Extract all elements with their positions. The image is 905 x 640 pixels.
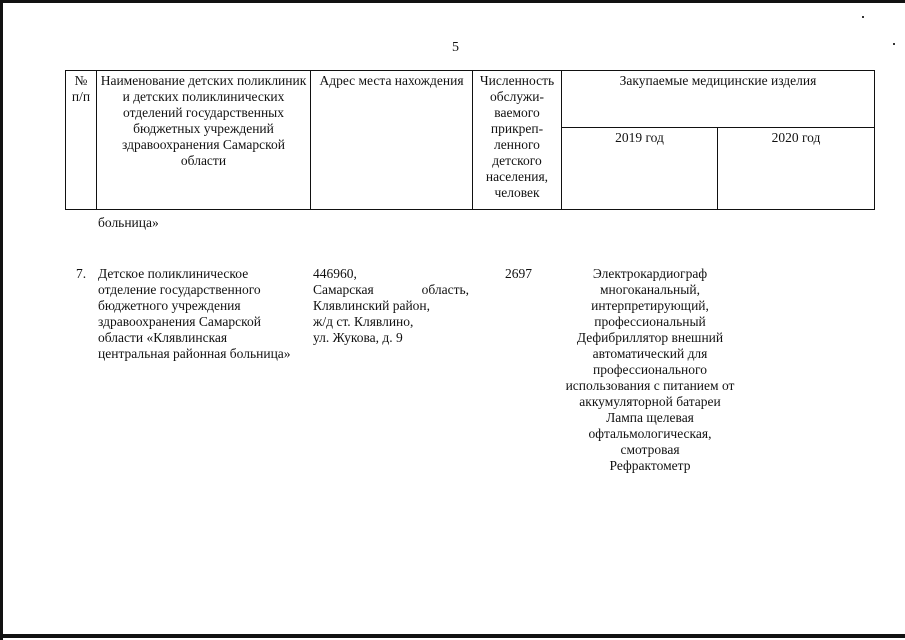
items-2019 (560, 266, 740, 474)
address-line: Самарская область, (313, 282, 469, 297)
continuation-text: больница» (98, 215, 159, 230)
scan-border-left (0, 0, 3, 640)
header-col-population: Численность обслужи-ваемого прикреп-ленного детского населения, человек (473, 71, 562, 210)
address (313, 266, 469, 346)
medical-item: Электрокардиограф многоканальный, интерпретирующий, профессиональный (591, 266, 709, 329)
address-line: Клявлинский район, (313, 298, 431, 313)
institution-name: Детское поликлиническое отделение государственного бюджетного учреждения здравоохранения Самарской области «Клявлинская центральная районная больница» (98, 266, 291, 361)
scan-speck (862, 16, 864, 18)
header-col-name: Наименование детских поликлиник и детских поликлинических отделений государственных бюджетных учреждений здравоохранения Самарской области (97, 71, 311, 210)
medical-item: Дефибриллятор внешний автоматический для профессионального использования с питанием от аккумуляторной батареи (565, 330, 735, 409)
address-line: 446960, (313, 266, 357, 281)
address-line: ж/д ст. Клявлино, (313, 314, 414, 329)
scan-border-bottom (0, 634, 905, 638)
header-col-address: Адрес места нахождения (311, 71, 473, 210)
page-number: 5 (452, 40, 459, 55)
row-number: 7. (76, 266, 87, 281)
header-col-2020: 2020 год (718, 128, 875, 210)
table-header (65, 70, 875, 210)
address-line: ул. Жукова, д. 9 (313, 330, 403, 345)
scan-speck (893, 43, 895, 45)
header-col-items: Закупаемые медицинские изделия (562, 71, 875, 128)
header-col-num: № п/п (66, 71, 97, 210)
population-count: 2697 (505, 266, 532, 281)
medical-item: Рефрактометр (609, 458, 691, 473)
scan-border-top (0, 0, 905, 3)
header-col-2019: 2019 год (562, 128, 718, 210)
medical-item: Лампа щелевая офтальмологическая, смотровая (588, 410, 712, 457)
